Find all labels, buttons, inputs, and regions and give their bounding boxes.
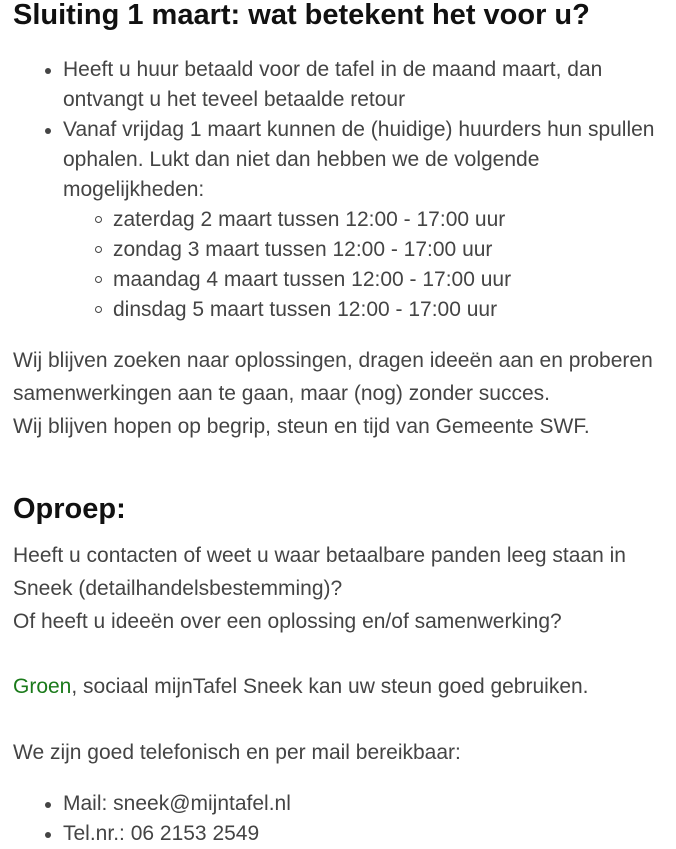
support-text: , sociaal mijnTafel Sneek kan uw steun goed gebruiken. (71, 675, 589, 698)
pickup-text: Vanaf vrijdag 1 maart kunnen de (huidige) huurders hun spullen ophalen. Lukt dan niet dan hebben we de volgende mogelijkheden: (63, 118, 655, 201)
status-line-2: Wij blijven hopen op begrip, steun en tijd van Gemeente SWF. (13, 415, 590, 438)
heading-oproep: Oproep: (13, 493, 126, 525)
heading-sluiting: Sluiting 1 maart: wat betekent het voor u? (13, 0, 590, 31)
contact-phone: Tel.nr.: 06 2153 2549 (45, 819, 291, 849)
call-paragraph (13, 539, 673, 638)
support-paragraph (13, 670, 673, 703)
status-paragraph (13, 344, 673, 443)
contact-list (45, 789, 291, 849)
list-item-refund: Heeft u huur betaald voor de tafel in de maand maart, dan ontvangt u het teveel betaalde retour (45, 55, 665, 115)
status-line-1: Wij blijven zoeken naar oplossingen, dragen ideeën aan en proberen samenwerkingen aan te gaan, maar (nog) zonder succes. (13, 349, 653, 405)
pickup-date-item: zondag 3 maart tussen 12:00 - 17:00 uur (95, 235, 665, 265)
pickup-date-item: zaterdag 2 maart tussen 12:00 - 17:00 uur (95, 205, 665, 235)
call-line-1: Heeft u contacten of weet u waar betaalbare panden leeg staan in Sneek (detailhandelsbestemming)? (13, 544, 626, 600)
closing-info-list (45, 55, 665, 325)
pickup-date-item: maandag 4 maart tussen 12:00 - 17:00 uur (95, 265, 665, 295)
list-item-pickup (45, 115, 665, 325)
call-line-2: Of heeft u ideeën over een oplossing en/of samenwerking? (13, 610, 562, 633)
pickup-dates-list (95, 205, 665, 325)
green-word: Groen (13, 675, 72, 698)
pickup-date-item: dinsdag 5 maart tussen 12:00 - 17:00 uur (95, 295, 665, 325)
contact-mail: Mail: sneek@mijntafel.nl (45, 789, 291, 819)
reach-paragraph: We zijn goed telefonisch en per mail bereikbaar: (13, 741, 461, 764)
